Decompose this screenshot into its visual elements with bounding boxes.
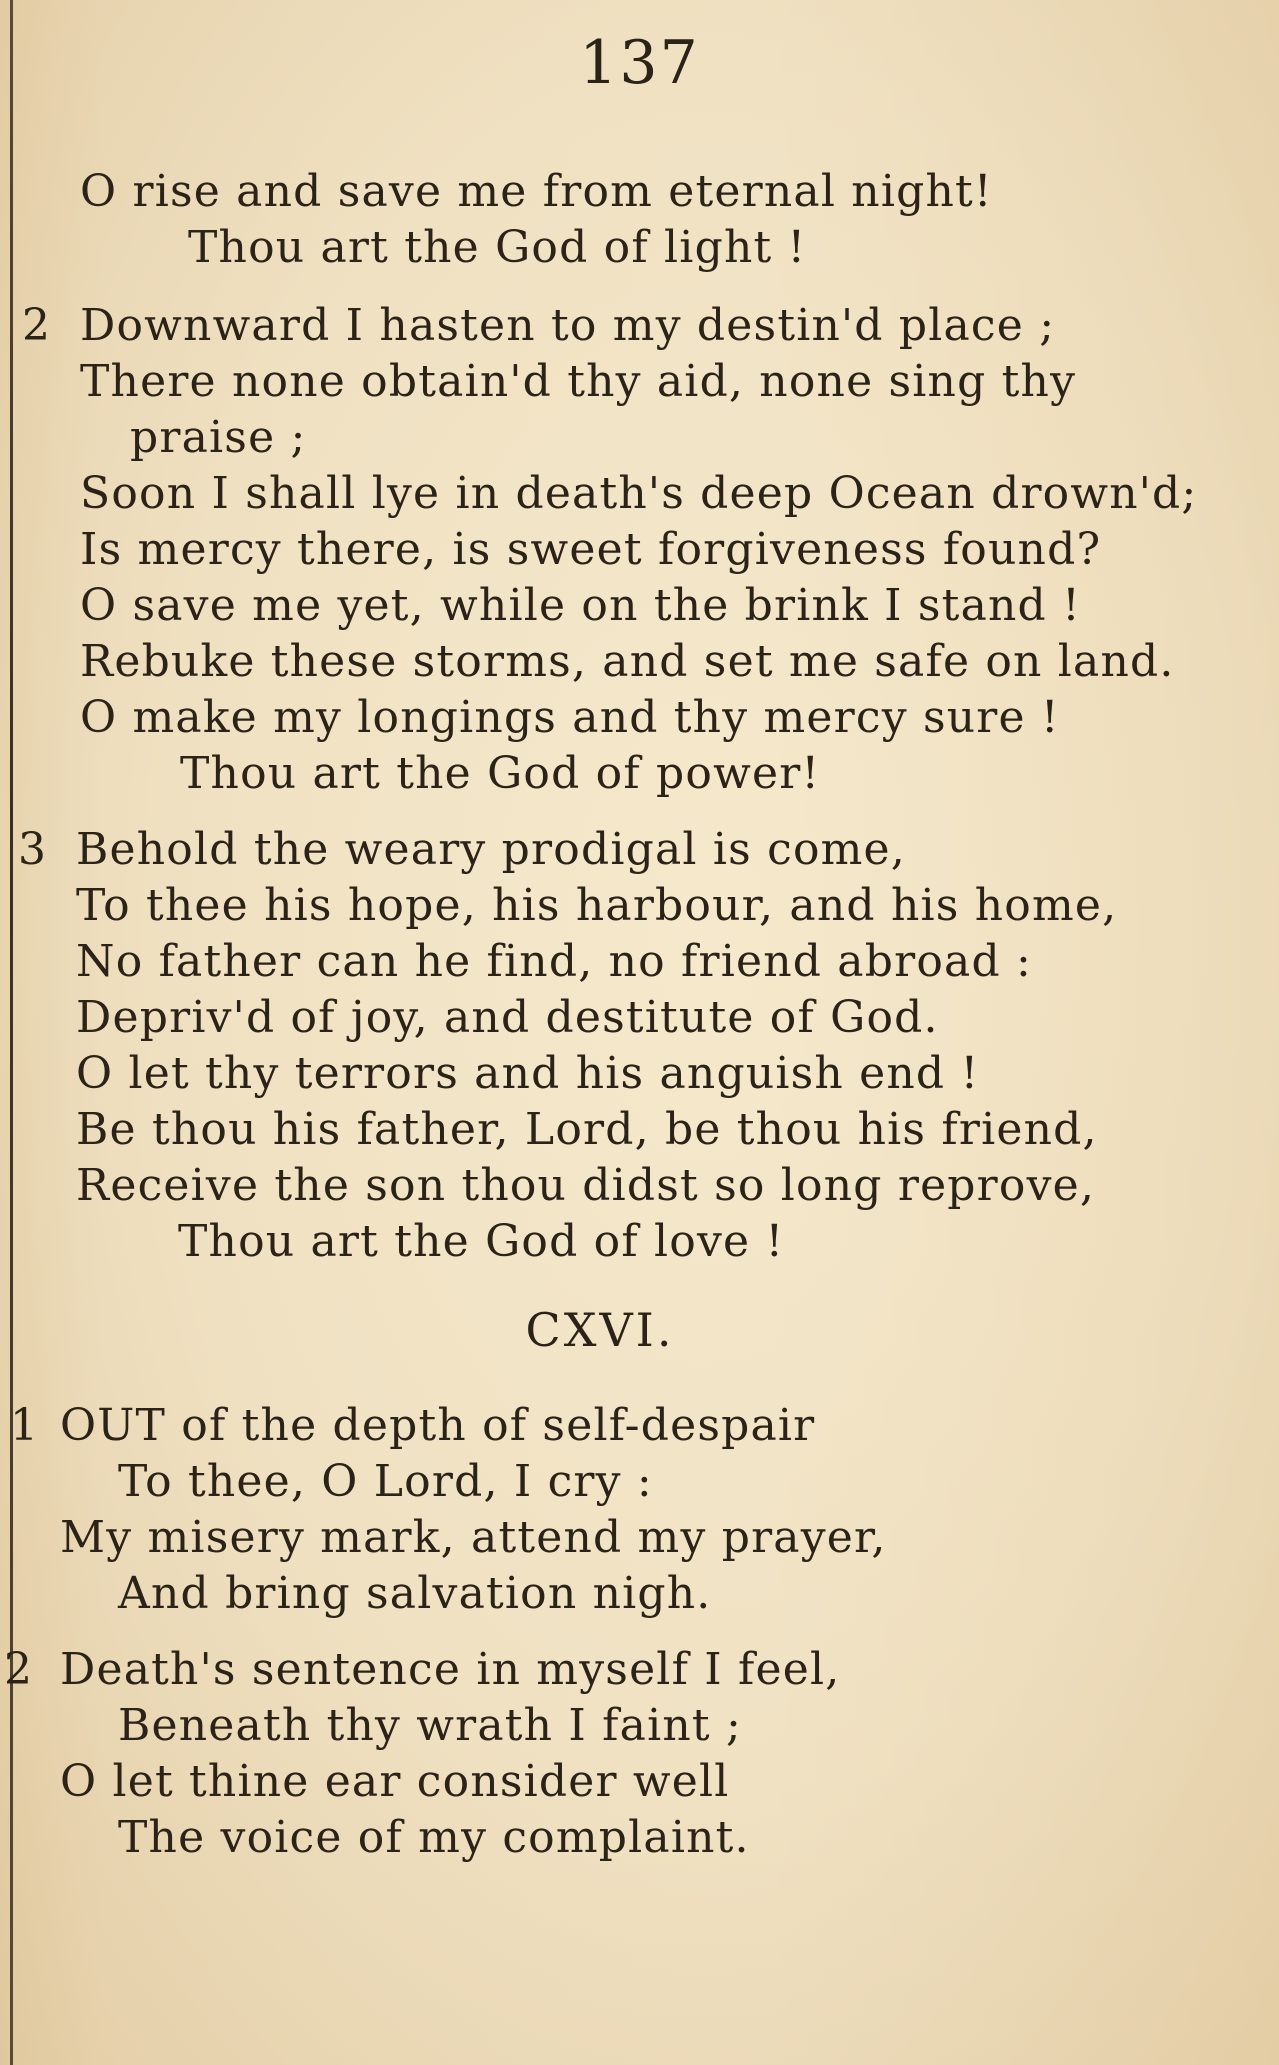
hymn-line: Downward I hasten to my destin'd place ; bbox=[80, 300, 1056, 351]
hymn-line: O make my longings and thy mercy sure ! bbox=[80, 692, 1060, 743]
hymn-line: My misery mark, attend my prayer, bbox=[60, 1512, 887, 1563]
hymn-line: O let thy terrors and his anguish end ! bbox=[76, 1048, 980, 1099]
hymn-line: Soon I shall lye in death's deep Ocean drown'd; bbox=[80, 468, 1198, 519]
hymn-line: OUT of the depth of self-despair bbox=[60, 1400, 816, 1451]
hymn-line: There none obtain'd thy aid, none sing thy bbox=[80, 356, 1077, 407]
hymn-line: Depriv'd of joy, and destitute of God. bbox=[76, 992, 939, 1043]
hymn-line: O rise and save me from eternal night! bbox=[80, 166, 993, 217]
hymn-line: Thou art the God of power! bbox=[180, 748, 821, 799]
hymn-line: Thou art the God of love ! bbox=[178, 1216, 785, 1267]
hymn-line: Thou art the God of light ! bbox=[188, 222, 807, 273]
hymn-line: Be thou his father, Lord, be thou his friend, bbox=[76, 1104, 1098, 1155]
hymn-line: The voice of my complaint. bbox=[118, 1812, 750, 1863]
hymn-line: Receive the son thou didst so long reprove, bbox=[76, 1160, 1096, 1211]
verse-number: 1 bbox=[10, 1400, 38, 1451]
hymn-line: Behold the weary prodigal is come, bbox=[76, 824, 906, 875]
hymn-heading: CXVI. bbox=[525, 1303, 675, 1357]
hymn-line: Is mercy there, is sweet forgiveness found? bbox=[80, 524, 1102, 575]
verse-number: 2 bbox=[22, 300, 50, 351]
hymn-line: And bring salvation nigh. bbox=[118, 1568, 712, 1619]
verse-number: 2 bbox=[4, 1644, 32, 1695]
hymn-line: praise ; bbox=[130, 412, 307, 463]
hymn-line: To thee, O Lord, I cry : bbox=[118, 1456, 653, 1507]
page-number: 137 bbox=[579, 28, 700, 98]
page-edge bbox=[10, 0, 13, 2065]
hymn-line: Rebuke these storms, and set me safe on land. bbox=[80, 636, 1175, 687]
hymn-line: To thee his hope, his harbour, and his home, bbox=[76, 880, 1118, 931]
hymn-line: O let thine ear consider well bbox=[60, 1756, 730, 1807]
hymn-line: Death's sentence in myself I feel, bbox=[60, 1644, 841, 1695]
hymn-line: O save me yet, while on the brink I stand ! bbox=[80, 580, 1081, 631]
hymn-line: No father can he find, no friend abroad : bbox=[76, 936, 1033, 987]
verse-number: 3 bbox=[18, 824, 46, 875]
hymn-line: Beneath thy wrath I faint ; bbox=[118, 1700, 742, 1751]
